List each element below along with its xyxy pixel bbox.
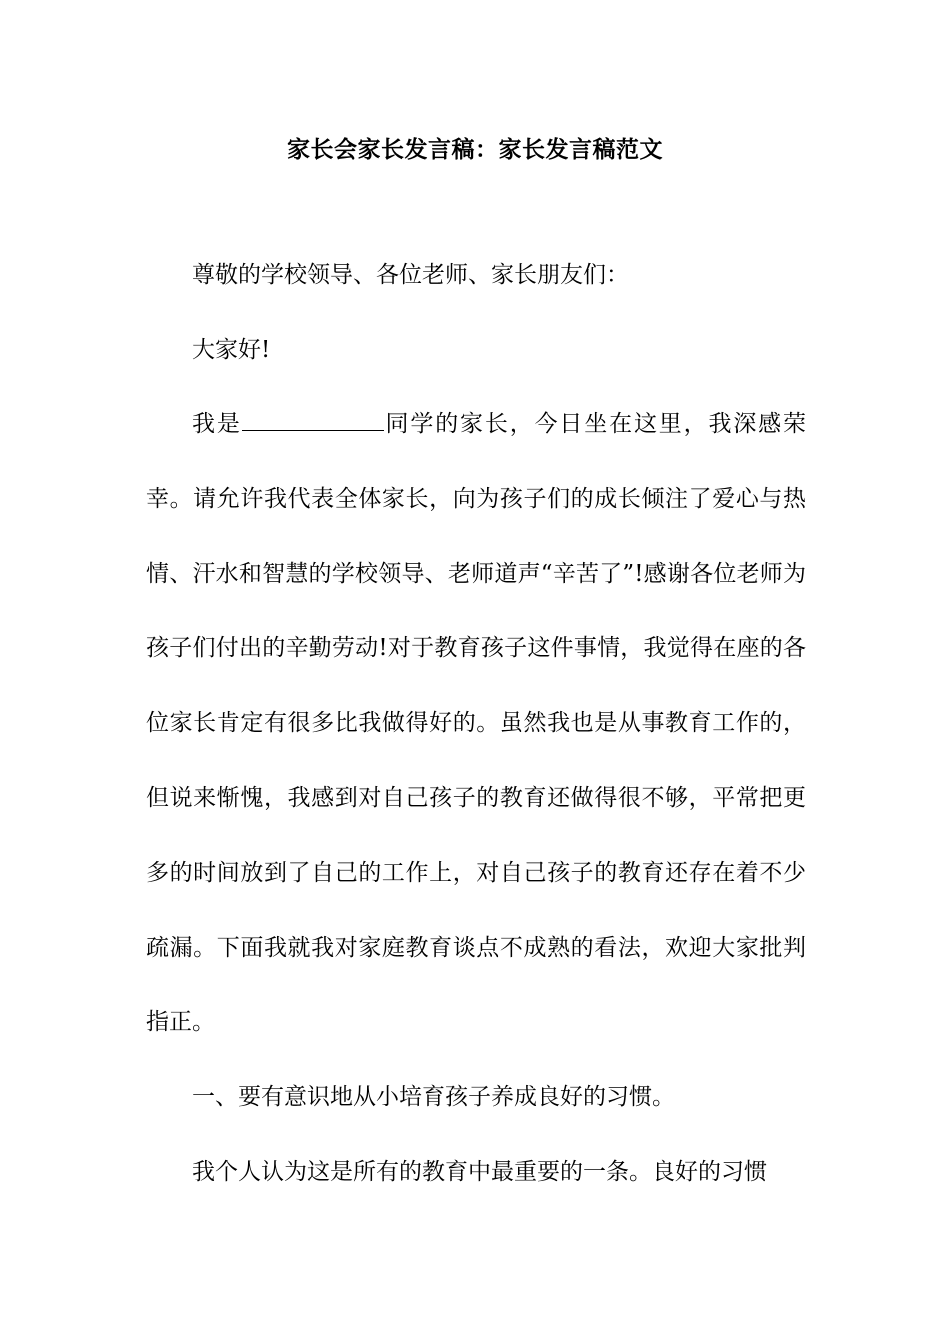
- salutation: 尊敬的学校领导、各位老师、家长朋友们：: [192, 262, 629, 288]
- name-blank-line: [242, 408, 384, 431]
- intro-prefix: 我是: [192, 411, 242, 437]
- section-1-text: 我个人认为这是所有的教育中最重要的一条。良好的习惯: [192, 1159, 767, 1185]
- intro-paragraph: [146, 387, 806, 1060]
- greeting: 大家好!: [192, 337, 271, 363]
- section-1-heading: 一、要有意识地从小培育孩子养成良好的习惯。: [192, 1084, 675, 1110]
- document-title: 家长会家长发言稿：家长发言稿范文: [287, 136, 663, 163]
- intro-body: 同学的家长，今日坐在这里，我深感荣幸。请允许我代表全体家长，向为孩子们的成长倾注了爱心与热情、汗水和智慧的学校领导、老师道声“辛苦了”!感谢各位老师为孩子们付出的辛勤劳动!对于教育孩子这件事情，我觉得在座的各位家长肯定有很多比我做得好的。虽然我也是从事教育工作的，但说来惭愧，我感到对自己孩子的教育还做得很不够，平常把更多的时间放到了自己的工作上，对自己孩子的教育还存在着不少疏漏。下面我就我对家庭教育谈点不成熟的看法，欢迎大家批判指正。: [146, 411, 807, 1036]
